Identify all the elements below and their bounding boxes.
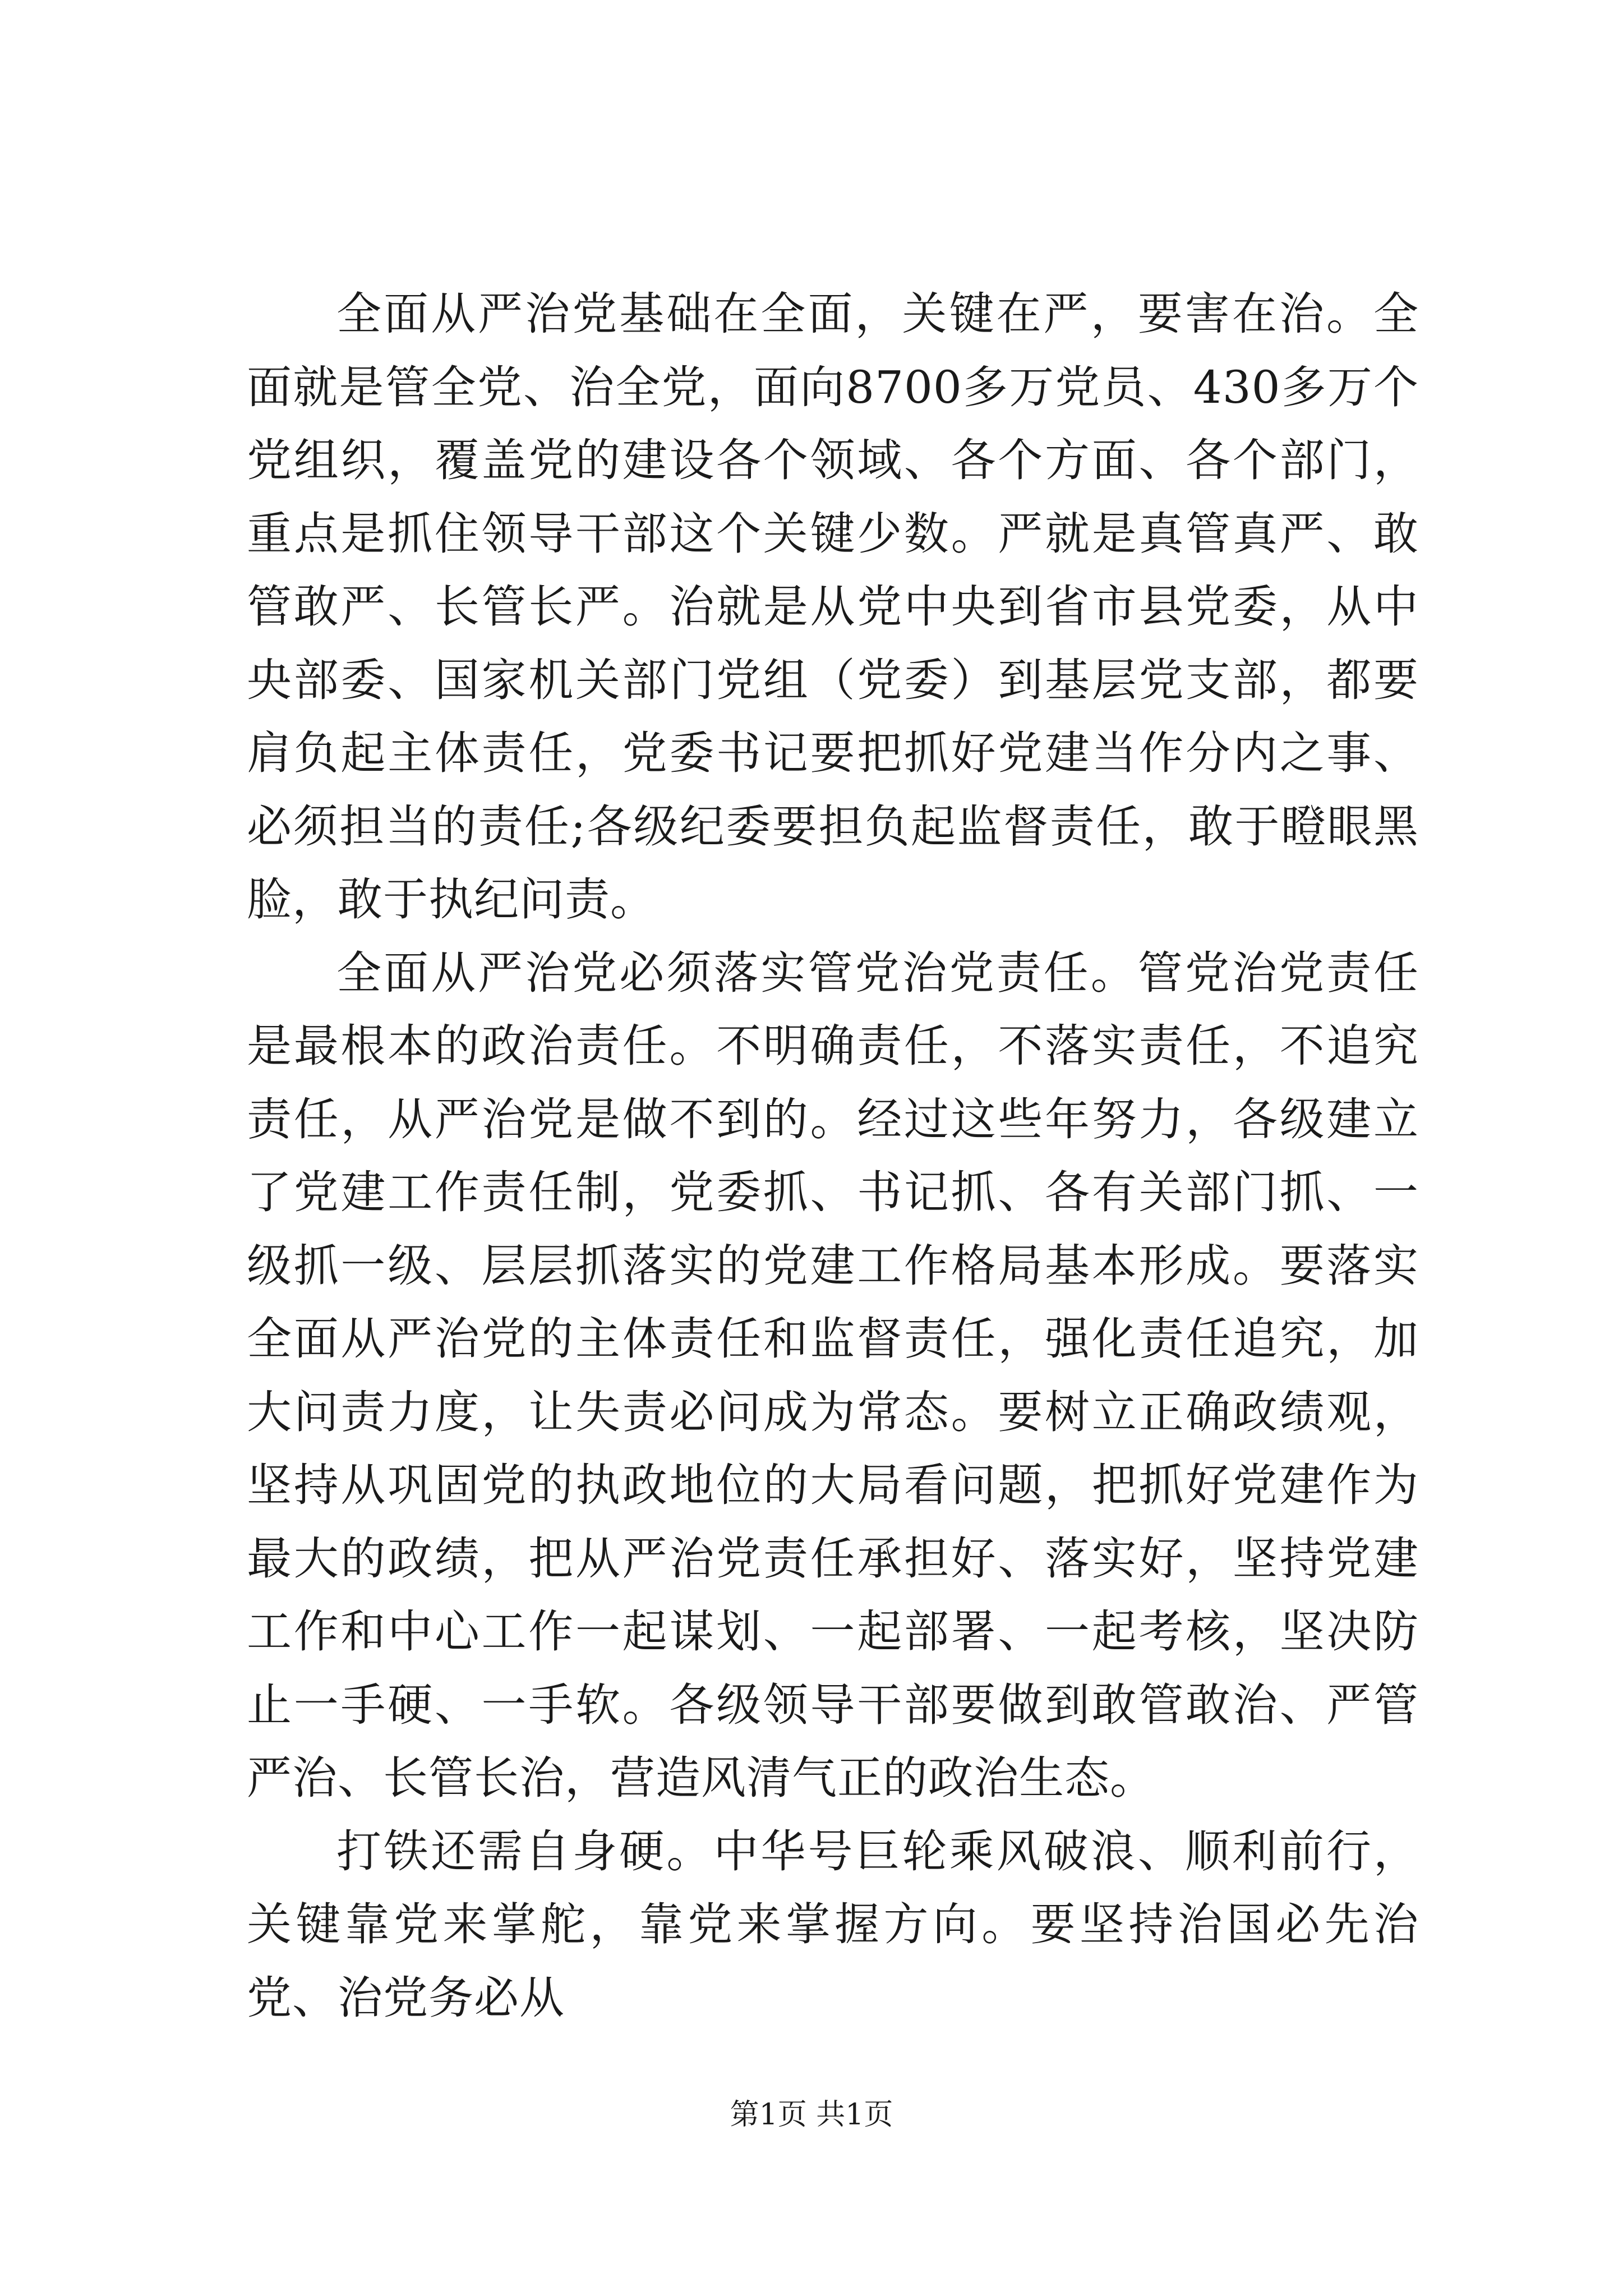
paragraph-3: 打铁还需自身硬。中华号巨轮乘风破浪、顺利前行，关键靠党来掌舵，靠党来掌握方向。要坚持治国必先治党、治党务必从 xyxy=(247,1825,1419,2024)
document-body xyxy=(247,278,1419,2035)
page-footer: 第1页 共1页 xyxy=(730,2098,893,2132)
paragraph-2: 全面从严治党必须落实管党治党责任。管党治党责任是最根本的政治责任。不明确责任，不落实责任，不追究责任，从严治党是做不到的。经过这些年努力，各级建立了党建工作责任制，党委抓、书记抓、各有关部门抓、一级抓一级、层层抓落实的党建工作格局基本形成。要落实全面从严治党的主体责任和监督责任，强化责任追究，加大问责力度，让失责必问成为常态。要树立正确政绩观，坚持从巩固党的执政地位的大局看问题，把抓好党建作为最大的政绩，把从严治党责任承担好、落实好，坚持党建工作和中心工作一起谋划、一起部署、一起考核，坚决防止一手硬、一手软。各级领导干部要做到敢管敢治、严管严治、长管长治，营造风清气正的政治生态。 xyxy=(247,946,1419,1804)
paragraph-1: 全面从严治党基础在全面，关键在严，要害在治。全面就是管全党、治全党，面向8700多万党员、430多万个党组织，覆盖党的建设各个领域、各个方面、各个部门，重点是抓住领导干部这个关键少数。严就是真管真严、敢管敢严、长管长严。治就是从党中央到省市县党委，从中央部委、国家机关部门党组（党委）到基层党支部，都要肩负起主体责任，党委书记要把抓好党建当作分内之事、必须担当的责任;各级纪委要担负起监督责任，敢于瞪眼黑脸，敢于执纪问责。 xyxy=(247,288,1419,926)
